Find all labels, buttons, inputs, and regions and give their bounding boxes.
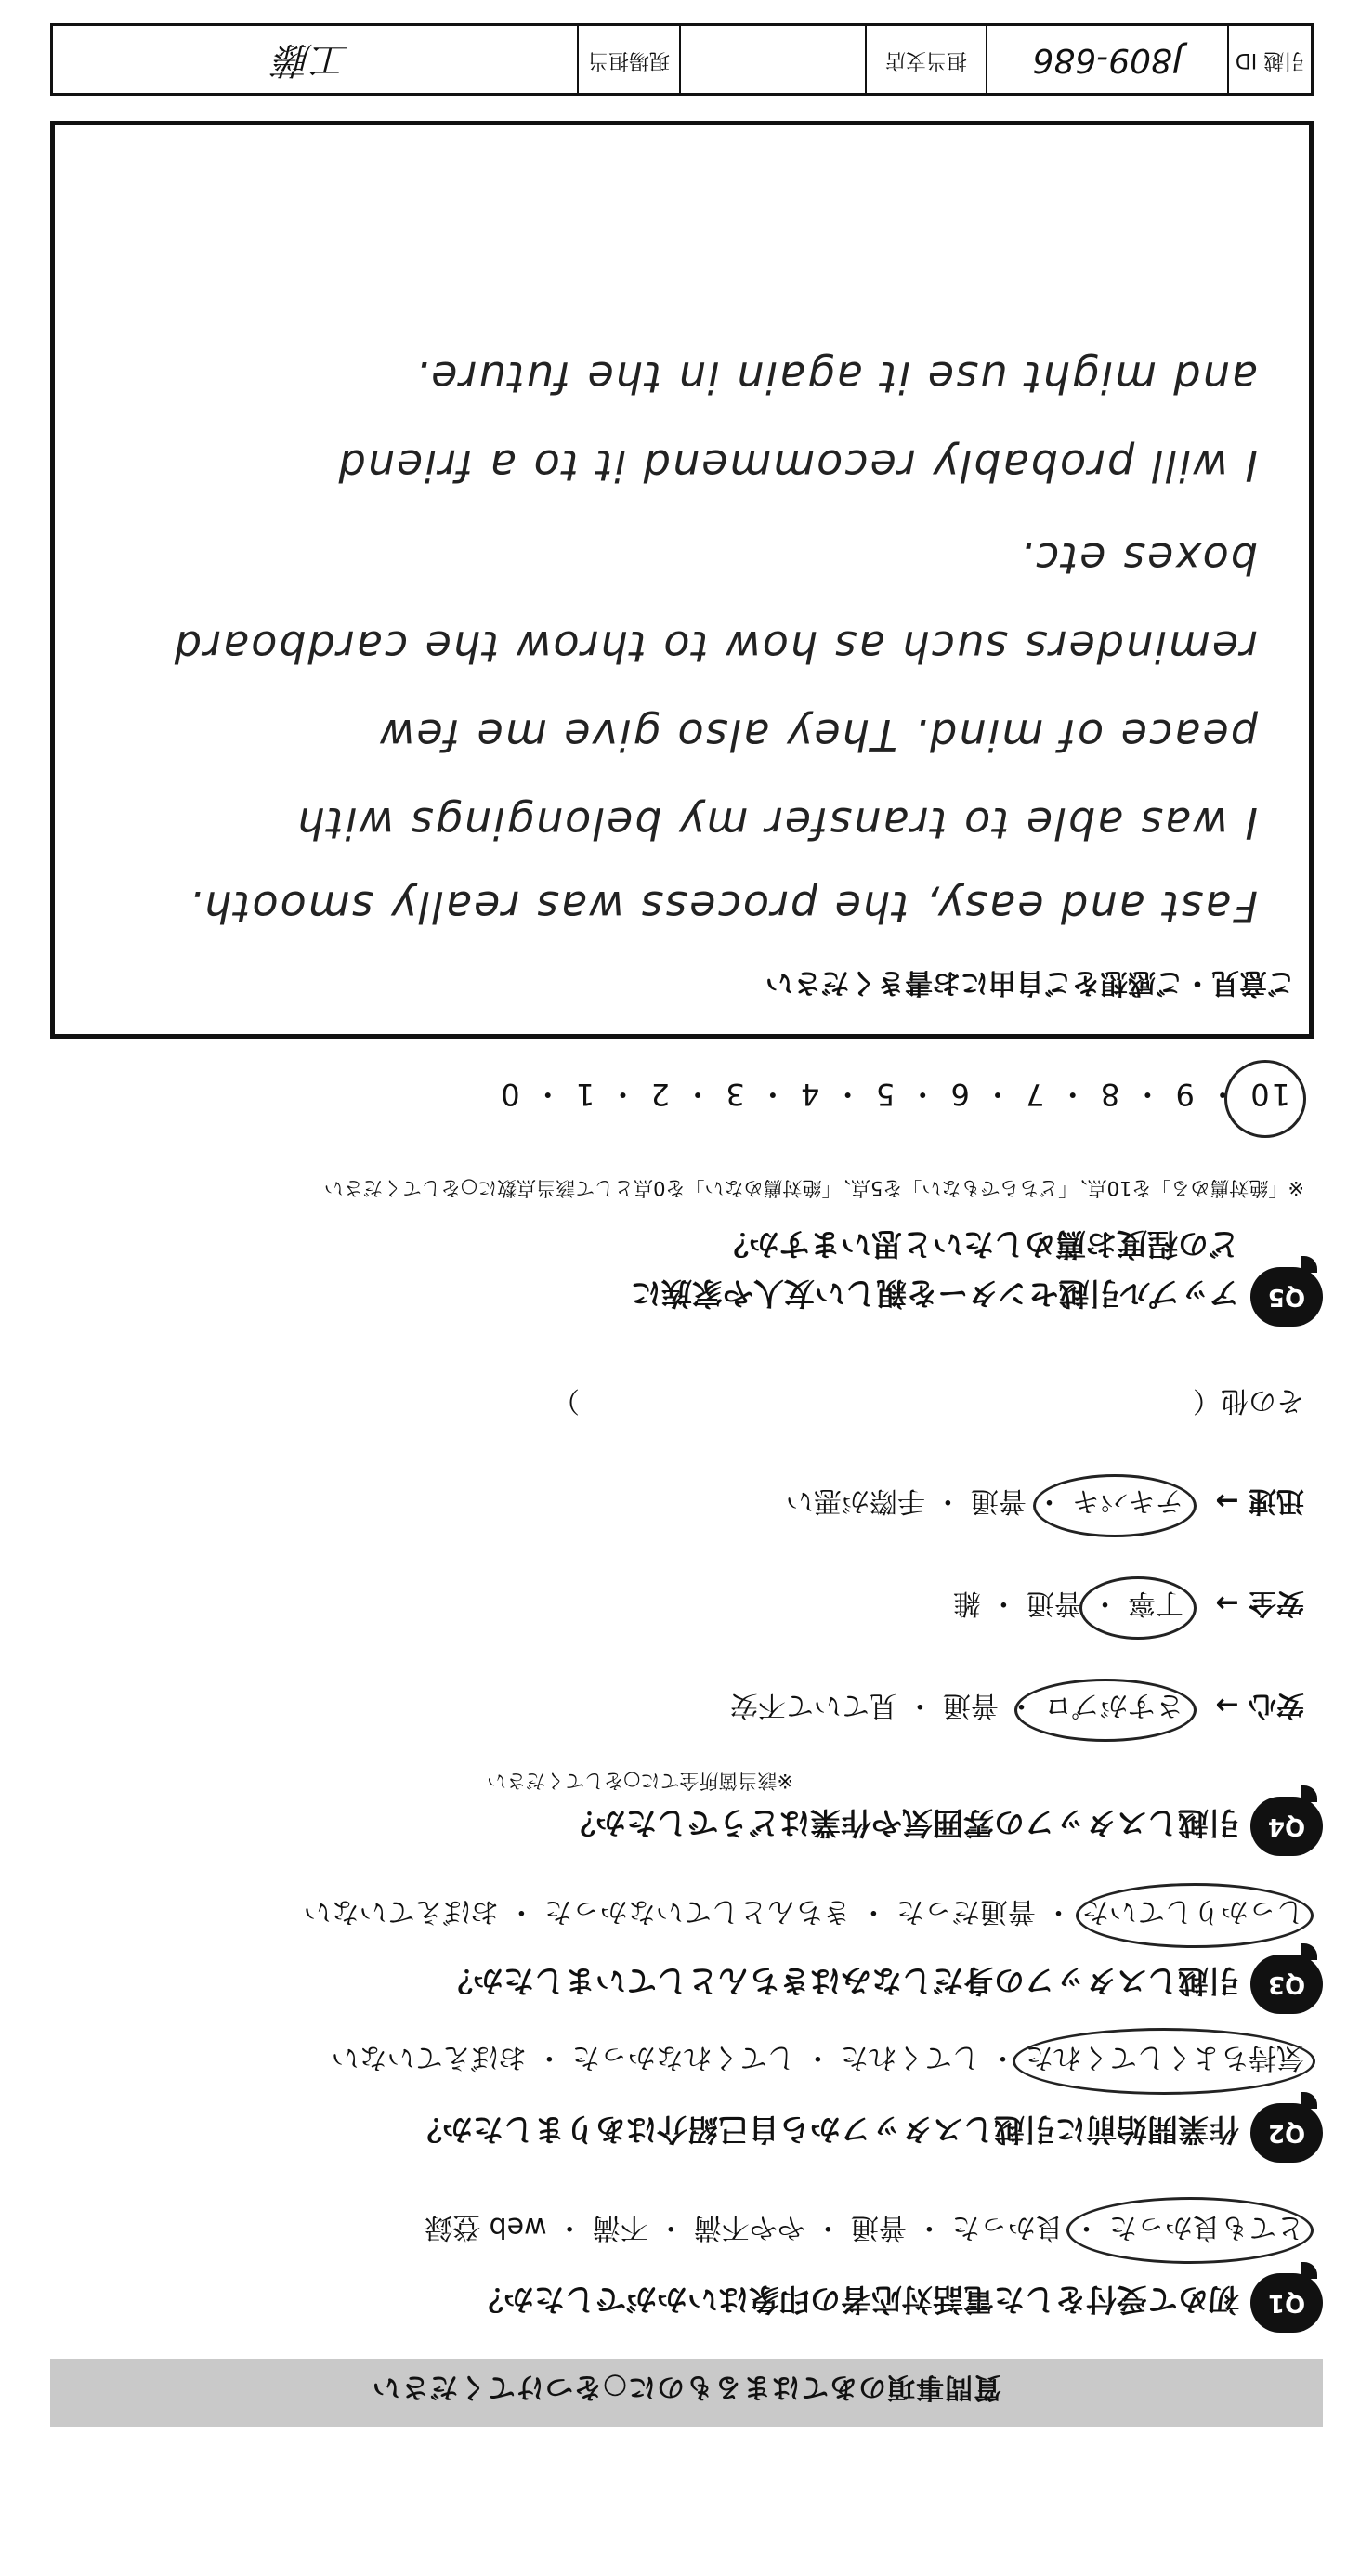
q4-other: その他（ ） [552, 1384, 1304, 1417]
q5-badge: Q5 [1250, 1267, 1323, 1327]
q4-row2-options: 丁寧 ・ 普通 ・ 雑 [952, 1587, 1183, 1619]
comment-line-1: Fast and easy, the process was really smooth. [187, 882, 1258, 932]
q2-badge: Q2 [1250, 2103, 1323, 2163]
q4-row3-options: テキパキ ・ 普通 ・ 手際が悪い [785, 1484, 1183, 1517]
q1-badge: Q1 [1250, 2273, 1323, 2333]
instruction-text: 質問事項のあてはまるものに○をつけてください [371, 2371, 1002, 2403]
comment-title: ご意見・ご感想をご自由にお書きください [765, 966, 1295, 999]
q3-selection-circle [1076, 1883, 1314, 1948]
footer-leader-value: 工藤 [275, 38, 349, 81]
q2-text: 作業開始前に引越しスタッフから自己紹介はありましたか？ [412, 2112, 1239, 2148]
q3-options: しっかりしていた ・ 普通だった ・ きちんとしていなかった ・ おぼえていない [303, 1895, 1304, 1928]
q4-row1-selection-circle [1014, 1679, 1197, 1742]
footer-leader-label: 現場担当 [577, 26, 679, 93]
footer-branch-value [679, 26, 865, 93]
q5-note: ※「絶対薦める」を10点、「どちらでもない」を5点、「絶対薦めない」を0点として該当点数に○をしてください [323, 1177, 1304, 1199]
q4-row3-label: 迅速 → [1215, 1484, 1304, 1517]
comment-line-5: boxes etc. [1018, 533, 1258, 583]
q3-text: 引越しスタッフの身だしなみはきちんとしていましたか？ [442, 1963, 1239, 1999]
q4-row1-label: 安心 → [1215, 1689, 1304, 1721]
q1-options: とても良かった ・ 良かった ・ 普通 ・ やや不満 ・ 不満 ・ web 登録 [425, 2211, 1304, 2243]
footer-branch-label: 担当支店 [865, 26, 986, 93]
footer-id-label: 引越 ID [1227, 26, 1311, 93]
comment-line-2: I was able to transfer my belongings with [295, 798, 1258, 848]
comment-line-4: reminders such as how to throw the cardboard [172, 621, 1258, 672]
instruction-banner [50, 2359, 1323, 2427]
q3-badge: Q3 [1250, 1955, 1323, 2014]
q4-row1-options: さすがプロ ・ 普通 ・ 見ていて不安 [729, 1689, 1183, 1721]
q4-badge: Q4 [1250, 1797, 1323, 1856]
q1-selection-circle [1066, 2197, 1314, 2264]
comment-line-6: I will probably recommend it to a friend [336, 440, 1258, 490]
q2-options: 気持ちよくしてくれた ・ してくれた ・ してくれなかった ・ おぼえていない [331, 2041, 1304, 2073]
q4-row3-selection-circle [1033, 1474, 1197, 1537]
comment-line-7: and might use it again in the future. [413, 352, 1258, 402]
q4-note: ※該当箇所全てに○をしてください [487, 1770, 793, 1792]
q5-text-line2: どの程度お薦めしたいと思いますか？ [718, 1226, 1239, 1262]
q4-row2-selection-circle [1079, 1576, 1197, 1640]
footer-table [50, 23, 1314, 96]
q2-selection-circle [1013, 2028, 1315, 2095]
footer-id-value: J809-686 [986, 26, 1227, 93]
q5-scale: 10 ・ 9 ・ 8 ・ 7 ・ 6 ・ 5 ・ 4 ・ 3 ・ 2 ・ 1 ・ 0 [499, 1077, 1290, 1112]
q5-text-line1: アップル引越センターを親しい友人や家族に [630, 1275, 1239, 1312]
q4-row2-label: 安全 → [1215, 1587, 1304, 1619]
q1-text: 初めて受付をした電話対応者の印象はいかがでしたか？ [473, 2282, 1239, 2318]
comment-line-3: peace of mind. They also give me few [377, 710, 1258, 760]
q5-selection-circle [1224, 1060, 1306, 1138]
q4-text: 引越しスタッフの雰囲気や作業はどうでしたか？ [565, 1805, 1239, 1841]
